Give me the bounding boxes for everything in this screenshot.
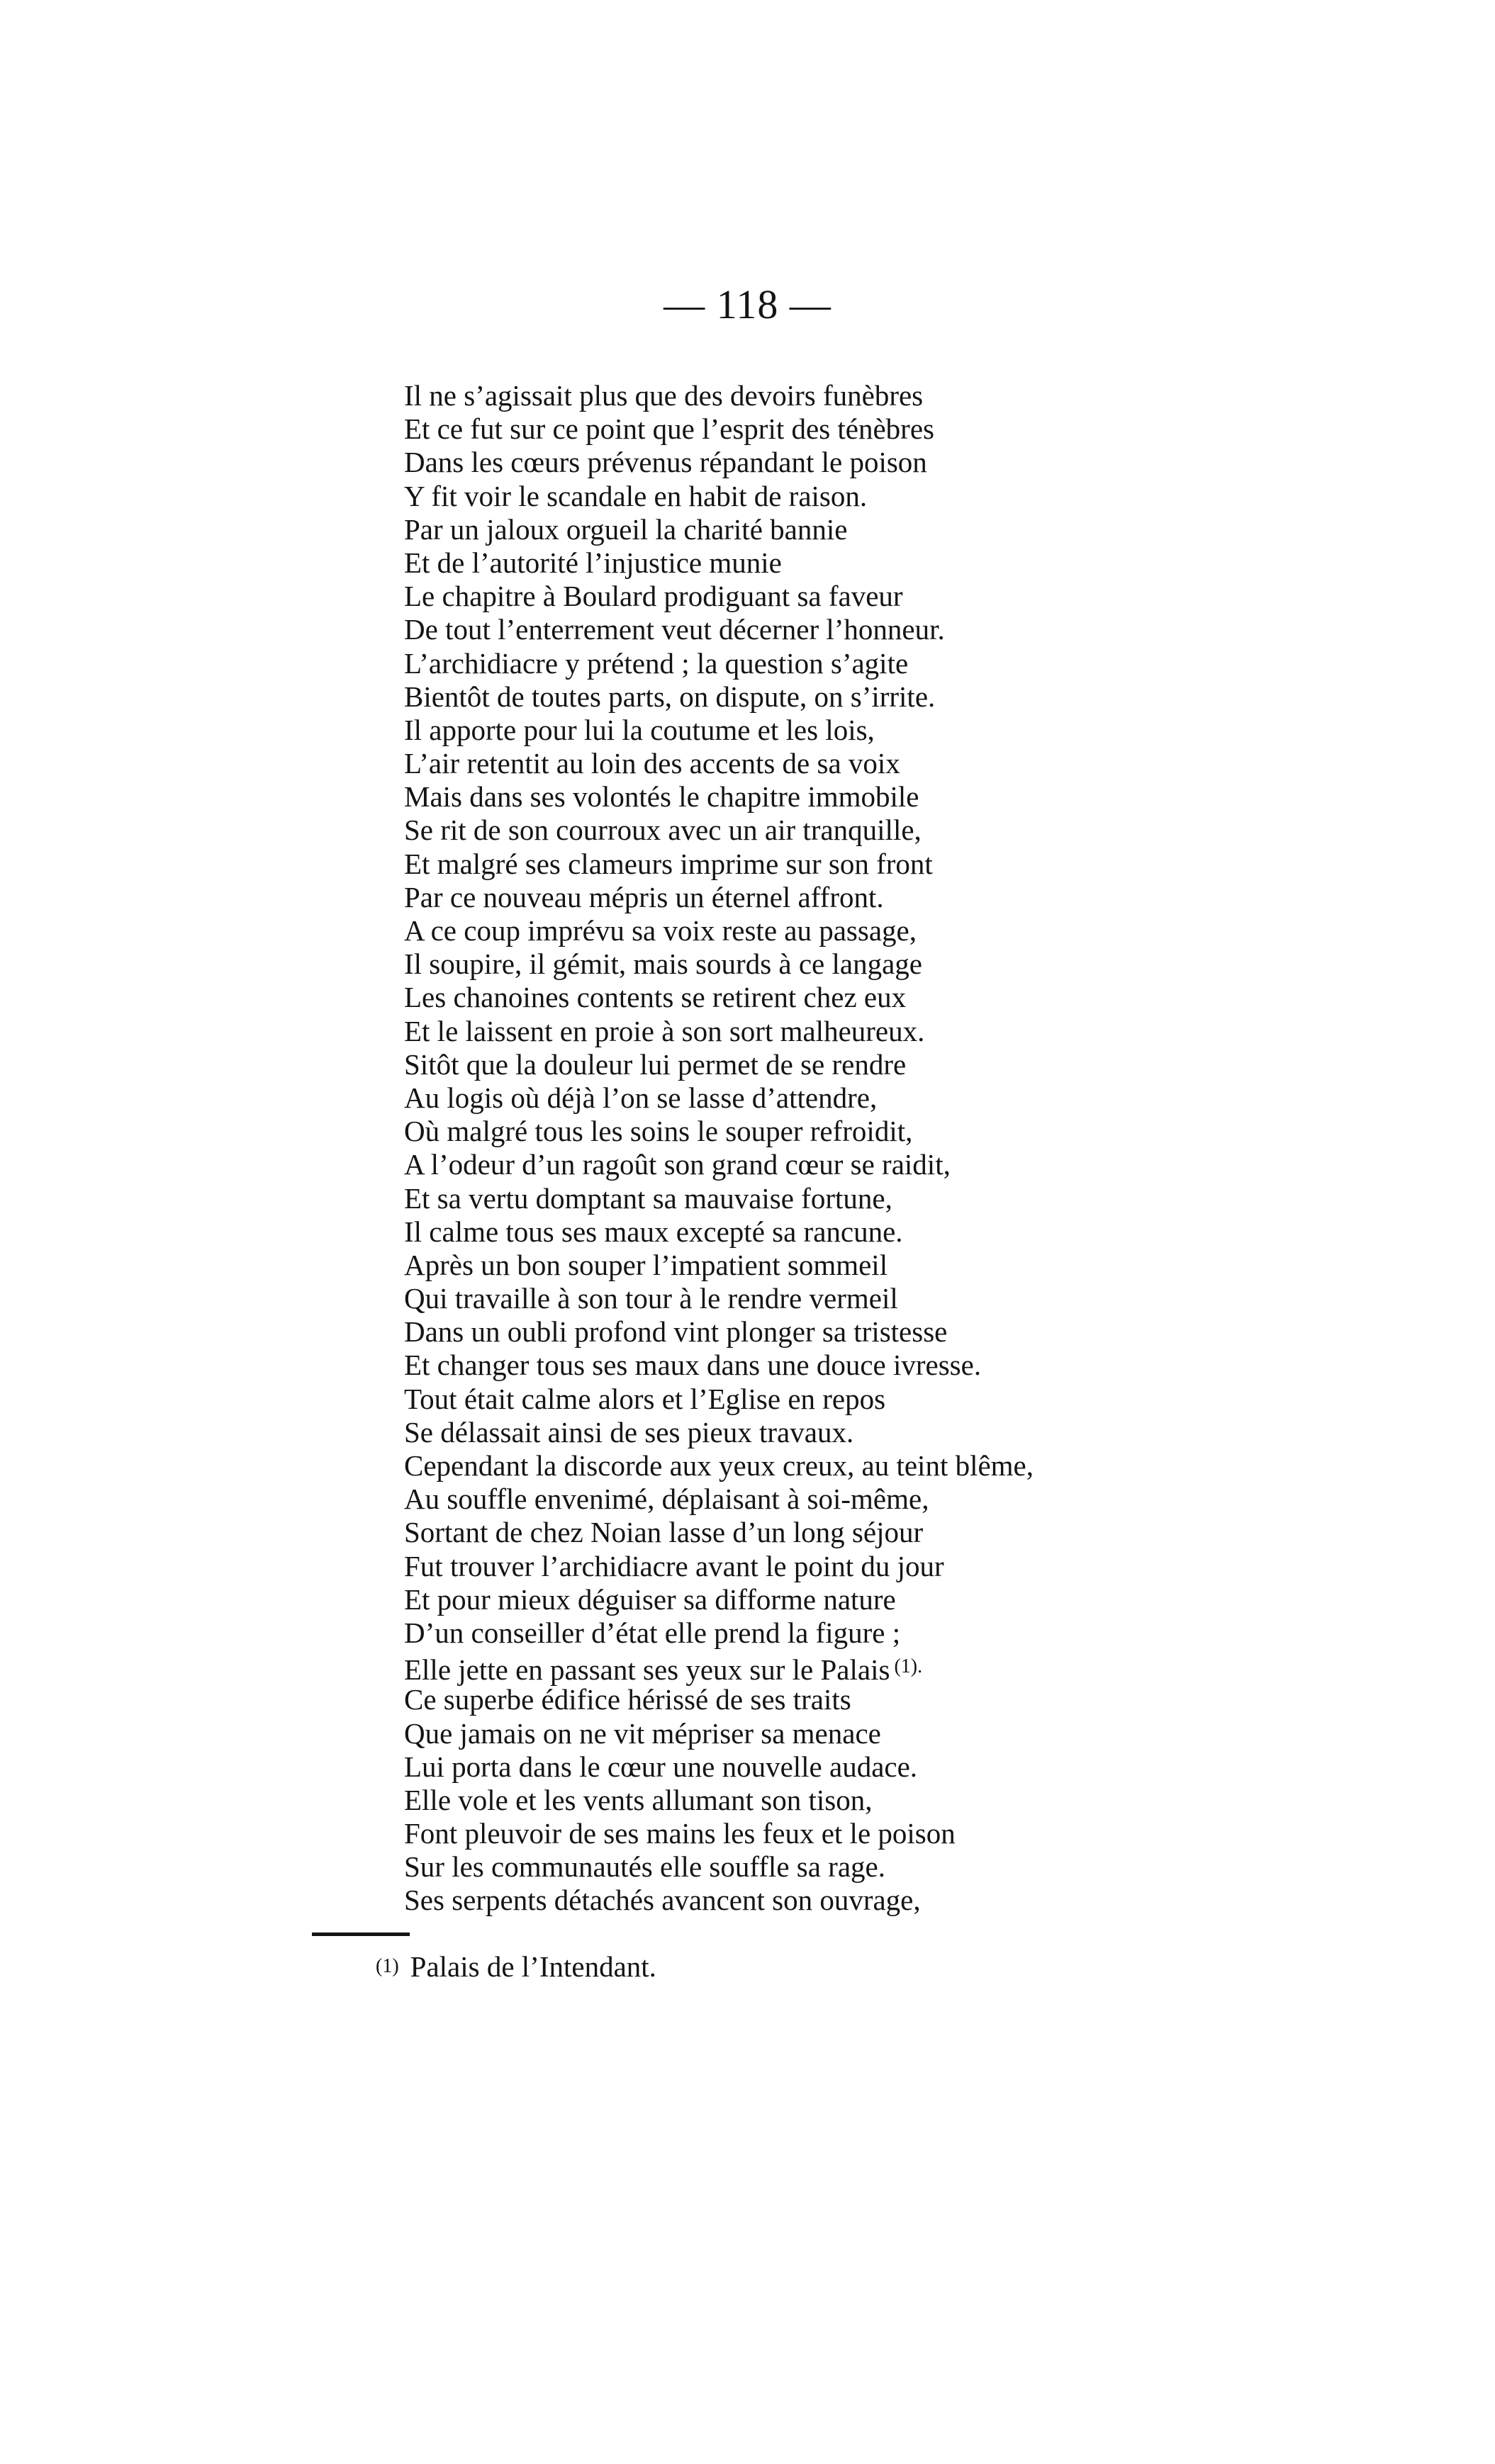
- verse-line: Et de l’autorité l’injustice munie: [404, 546, 782, 579]
- verse-line: Cependant la discorde aux yeux creux, au teint blême,: [404, 1449, 1034, 1482]
- verse-line: Elle vole et les vents allumant son tison,: [404, 1783, 873, 1816]
- page-number: — 118 —: [663, 281, 832, 327]
- footnote: [376, 1949, 656, 1984]
- verse-line: Les chanoines contents se retirent chez eux: [404, 981, 907, 1014]
- poem: [404, 379, 1482, 1918]
- verse-line: Ses serpents détachés avancent son ouvrage,: [404, 1884, 921, 1917]
- verse-line: Se délassait ainsi de ses pieux travaux.: [404, 1415, 854, 1448]
- footnote-mark: (1): [376, 1955, 399, 1977]
- verse-line: Il ne s’agissait plus que des devoirs funèbres: [404, 379, 924, 412]
- footnote-text: Palais de l’Intendant.: [410, 1950, 656, 1983]
- footnote-reference: (1).: [894, 1655, 923, 1678]
- verse-line: Et changer tous ses maux dans une douce ivresse.: [404, 1349, 982, 1382]
- verse-line: Fut trouver l’archidiacre avant le point du jour: [404, 1549, 944, 1582]
- footnote-rule: [312, 1933, 410, 1936]
- verse-line: Bientôt de toutes parts, on dispute, on s’irrite.: [404, 680, 936, 713]
- verse-line: Lui porta dans le cœur une nouvelle audace.: [404, 1750, 918, 1783]
- verse-line: A ce coup imprévu sa voix reste au passage,: [404, 914, 917, 947]
- verse-line: Au logis où déjà l’on se lasse d’attendre,: [404, 1081, 878, 1114]
- verse-line: Font pleuvoir de ses mains les feux et le poison: [404, 1817, 956, 1850]
- verse-line: A l’odeur d’un ragoût son grand cœur se raidit,: [404, 1148, 951, 1181]
- verse-line-with-footnote-ref: [404, 1650, 1482, 1687]
- verse-line: Sitôt que la douleur lui permet de se rendre: [404, 1047, 907, 1081]
- verse-line: Il calme tous ses maux excepté sa rancune.: [404, 1215, 903, 1248]
- verse-line: D’un conseiller d’état elle prend la figure ;: [404, 1616, 901, 1649]
- verse-line: L’air retentit au loin des accents de sa voix: [404, 747, 900, 780]
- verse-line: Dans les cœurs prévenus répandant le poison: [404, 446, 927, 479]
- verse-line: Où malgré tous les soins le souper refroidit,: [404, 1115, 913, 1148]
- verse-line: Sur les communautés elle souffle sa rage.: [404, 1850, 885, 1884]
- verse-line: Sortant de chez Noian lasse d’un long séjour: [404, 1516, 924, 1549]
- verse-line: Et sa vertu domptant sa mauvaise fortune,: [404, 1181, 892, 1215]
- verse-line: Après un bon souper l’impatient sommeil: [404, 1248, 888, 1281]
- verse-line: Il soupire, il gémit, mais sourds à ce langage: [404, 947, 922, 981]
- verse-line: Y fit voir le scandale en habit de raison.: [404, 479, 868, 512]
- verse-line: Il apporte pour lui la coutume et les lois,: [404, 713, 875, 746]
- verse-line: Tout était calme alors et l’Eglise en repos: [404, 1382, 886, 1415]
- verse-line: Au souffle envenimé, déplaisant à soi-même,: [404, 1483, 929, 1516]
- verse-line: De tout l’enterrement veut décerner l’honneur.: [404, 613, 945, 646]
- verse-line: Et le laissent en proie à son sort malheureux.: [404, 1014, 925, 1047]
- verse-line: Ce superbe édifice hérissé de ses traits: [404, 1683, 851, 1716]
- verse-line: Qui travaille à son tour à le rendre vermeil: [404, 1282, 898, 1315]
- verse-line: Et pour mieux déguiser sa difforme nature: [404, 1582, 896, 1616]
- verse-line: Se rit de son courroux avec un air tranquille,: [404, 814, 922, 847]
- verse-line: Que jamais on ne vit mépriser sa menace: [404, 1716, 881, 1750]
- verse-line: Dans un oubli profond vint plonger sa tristesse: [404, 1315, 948, 1349]
- verse-line: Et malgré ses clameurs imprime sur son front: [404, 847, 933, 880]
- verse-line: Par ce nouveau mépris un éternel affront.: [404, 880, 884, 913]
- verse-line: Mais dans ses volontés le chapitre immobile: [404, 780, 919, 814]
- verse-line: Le chapitre à Boulard prodiguant sa faveur: [404, 580, 903, 613]
- verse-text: Elle jette en passant ses yeux sur le Palais: [404, 1653, 890, 1687]
- verse-line: Par un jaloux orgueil la charité bannie: [404, 512, 848, 546]
- verse-line: Et ce fut sur ce point que l’esprit des ténèbres: [404, 412, 934, 446]
- verse-line: L’archidiacre y prétend ; la question s’agite: [404, 646, 909, 680]
